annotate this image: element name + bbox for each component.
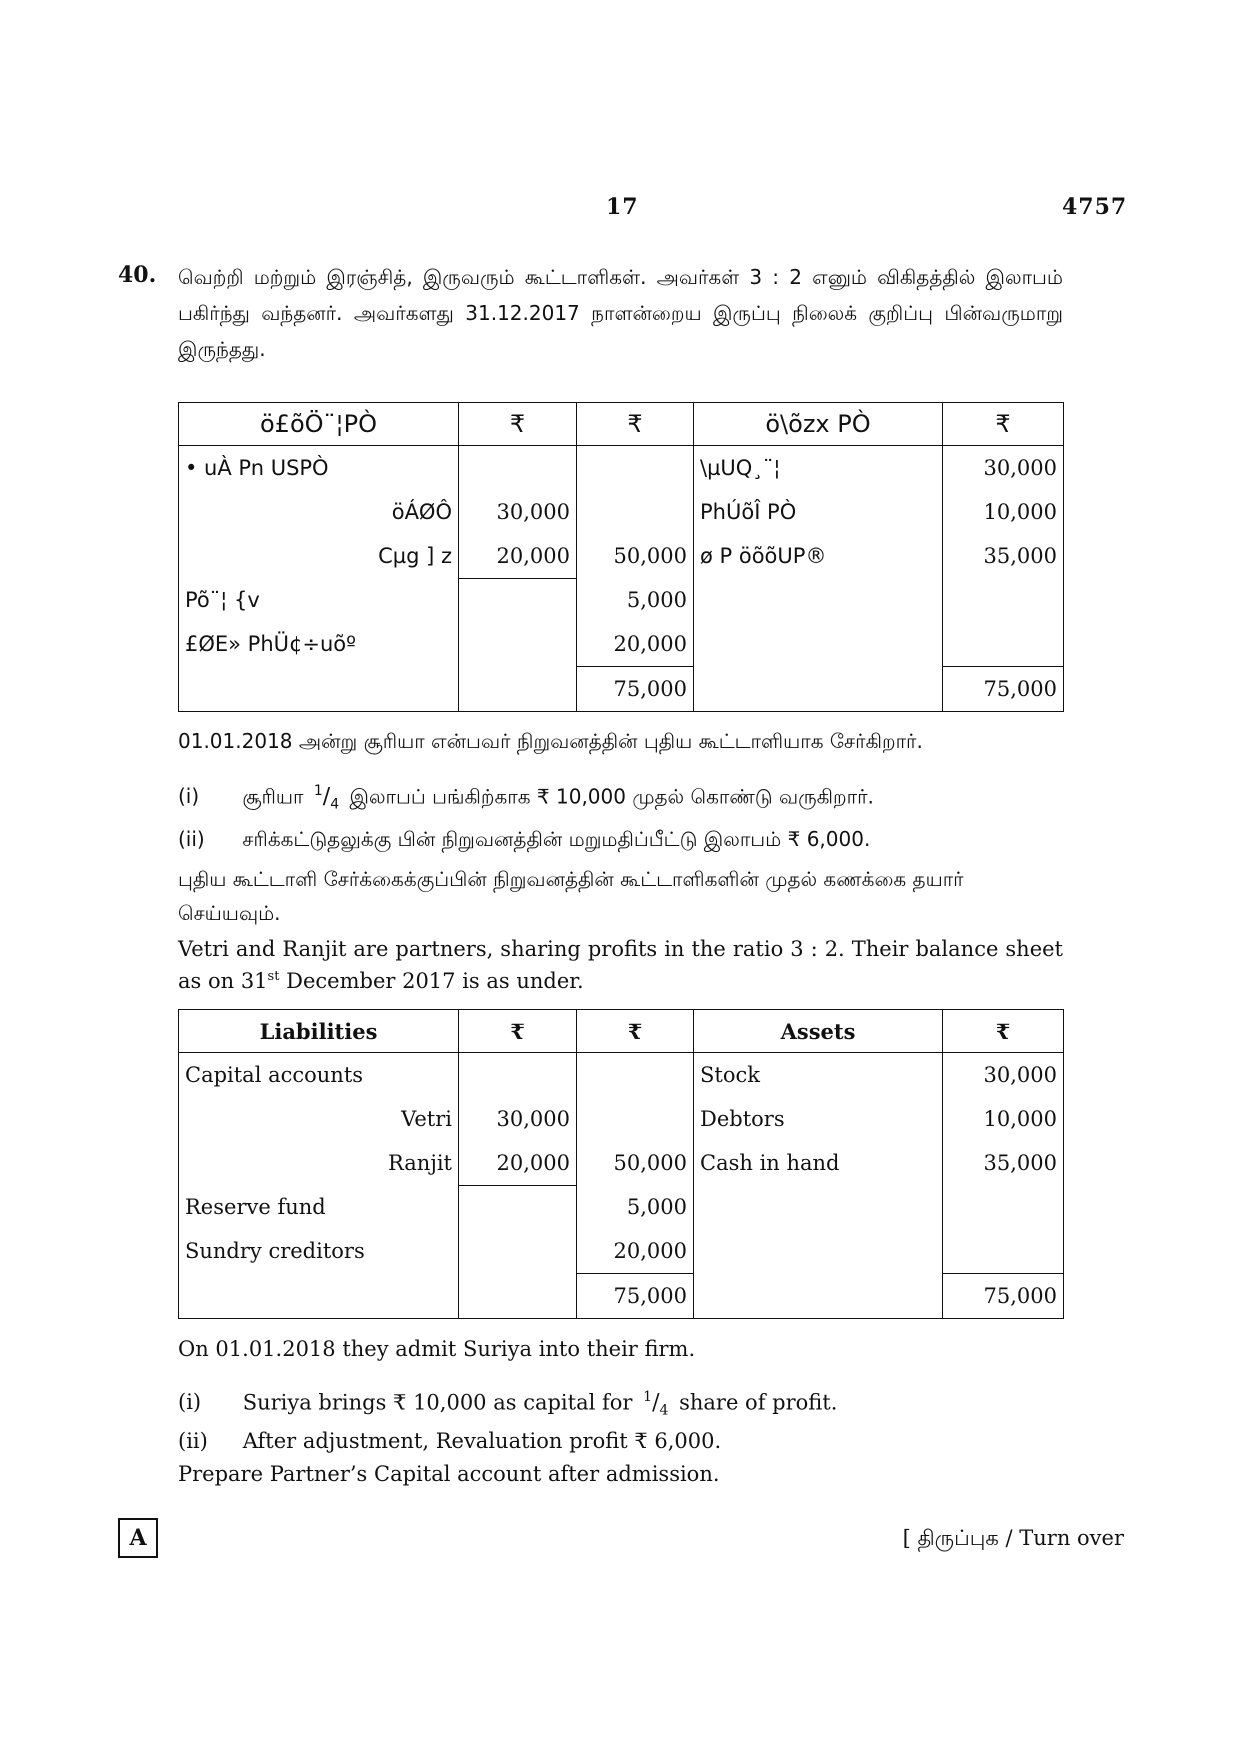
header-liabilities: ö£õÖ¨¦PÒ — [179, 403, 459, 446]
cash-amount: 35,000 — [983, 544, 1057, 568]
debtors-label: PhÚõÎ PÒ — [700, 500, 797, 524]
header-liabilities: Liabilities — [179, 1010, 459, 1053]
sundry-creditors-amount: 20,000 — [613, 632, 687, 656]
partner-1-amount: 30,000 — [496, 500, 570, 524]
fraction-denominator: 4 — [330, 796, 340, 813]
partner-1-label: öÁØÔ — [391, 500, 452, 524]
page-header — [0, 194, 1240, 224]
sundry-creditors-label: Sundry creditors — [185, 1239, 365, 1263]
item-i-english — [178, 1380, 1063, 1428]
reserve-fund-label: Reserve fund — [185, 1195, 326, 1219]
fraction-numerator: 1 — [643, 1389, 653, 1405]
header-assets: ö\õzx PÒ — [694, 403, 943, 446]
cash-label: Cash in hand — [700, 1151, 840, 1175]
section-badge: A — [118, 1518, 158, 1558]
assets-total: 75,000 — [943, 666, 1063, 711]
cash-label: ø P öõõUP® — [700, 544, 827, 568]
intro-text: Vetri and Ranjit are partners, sharing profits in the ratio 3 : 2. Their balance sheet as on 31 — [178, 937, 1063, 993]
partner-2-label: Cµg ] z — [378, 544, 452, 568]
balance-sheet-english — [178, 1009, 1064, 1319]
header-rupee: ₹ — [577, 403, 694, 446]
fraction-one-quarter: $^1/_4$ — [313, 783, 340, 813]
reserve-fund-label: Põ¨¦ {v — [185, 588, 260, 612]
balance-sheet-tamil — [178, 402, 1064, 712]
fraction-denominator: 4 — [659, 1402, 669, 1419]
fraction-one-quarter: $^1/_4$ — [643, 1389, 669, 1419]
instruction-tamil: புதிய கூட்டாளி சேர்க்கைக்குப்பின் நிறுவனத்தின் கூட்டாளிகளின் முதல் கணக்கை தயார் செய்யவும். — [178, 867, 964, 925]
cash-amount: 35,000 — [983, 1151, 1057, 1175]
partner-2-amount: 20,000 — [459, 534, 576, 579]
intro-superscript: st — [267, 969, 280, 984]
item-i-text-pre: Suriya brings ₹ 10,000 as capital for — [242, 1390, 633, 1415]
reserve-fund-amount: 5,000 — [626, 588, 687, 612]
stock-label: \µUQ¸¨¦ — [700, 456, 781, 480]
page-number: 17 — [606, 194, 639, 220]
item-ii-english — [178, 1424, 1063, 1458]
item-ii-tamil — [178, 822, 1063, 856]
debtors-amount: 10,000 — [983, 500, 1057, 524]
header-rupee: ₹ — [943, 1010, 1064, 1053]
admission-note-english: On 01.01.2018 they admit Suriya into their firm. — [178, 1337, 696, 1361]
intro-text-end: December 2017 is as under. — [279, 969, 584, 993]
capital-accounts-label: Capital accounts — [185, 1063, 364, 1087]
liabilities-total: 75,000 — [577, 666, 693, 711]
sundry-creditors-label: £ØE» PhÜ¢÷uõº — [185, 632, 357, 656]
question-intro-tamil: வெற்றி மற்றும் இரஞ்சித், இருவரும் கூட்டாளிகள். அவர்கள் 3 : 2 எனும் விகிதத்தில் இலாபம் பகிர்ந்து வந்தனர். அவர்களது 31.12.2017 நாளன்றைய இருப்பு நிலைக் குறிப்பு பின்வருமாறு இருந்தது. — [178, 265, 1063, 361]
partner-1-label: Vetri — [401, 1107, 452, 1131]
reserve-fund-amount: 5,000 — [626, 1195, 687, 1219]
item-i-tamil — [178, 774, 1063, 822]
partner-1-amount: 30,000 — [496, 1107, 570, 1131]
partner-2-amount: 20,000 — [459, 1141, 576, 1186]
instruction-english: Prepare Partner’s Capital account after admission. — [178, 1462, 720, 1486]
debtors-label: Debtors — [700, 1107, 785, 1131]
item-ii-roman: (ii) — [178, 827, 205, 851]
assets-total: 75,000 — [943, 1273, 1063, 1318]
admission-note-tamil: 01.01.2018 அன்று சூரியா என்பவர் நிறுவனத்தின் புதிய கூட்டாளியாக சேர்கிறார். — [178, 729, 923, 753]
stock-amount: 30,000 — [983, 456, 1057, 480]
item-ii-text: After adjustment, Revaluation profit ₹ 6,000. — [242, 1429, 722, 1453]
stock-amount: 30,000 — [983, 1063, 1057, 1087]
capital-total: 50,000 — [613, 1151, 687, 1175]
stock-label: Stock — [700, 1063, 760, 1087]
paper-code: 4757 — [1062, 194, 1128, 220]
item-i-text-pre: சூரியா — [242, 784, 304, 809]
header-rupee: ₹ — [459, 403, 577, 446]
header-rupee: ₹ — [943, 403, 1064, 446]
turn-over-note: [ திருப்புக / Turn over — [902, 1526, 1124, 1550]
question-intro-english — [178, 935, 1063, 995]
header-assets: Assets — [694, 1010, 943, 1053]
item-i-text-post: share of profit. — [679, 1390, 838, 1415]
item-i-roman: (i) — [178, 1390, 202, 1415]
partner-2-label: Ranjit — [387, 1151, 452, 1175]
header-rupee: ₹ — [577, 1010, 694, 1053]
item-i-roman: (i) — [178, 784, 200, 809]
item-ii-roman: (ii) — [178, 1429, 208, 1453]
liabilities-total: 75,000 — [577, 1273, 693, 1318]
item-i-text-post: இலாபப் பங்கிற்காக ₹ 10,000 முதல் கொண்டு வருகிறார். — [349, 784, 874, 809]
question-number: 40. — [118, 262, 157, 288]
header-rupee: ₹ — [459, 1010, 577, 1053]
capital-total: 50,000 — [613, 544, 687, 568]
capital-accounts-label: • uÀ Pn USPÒ — [185, 456, 329, 480]
debtors-amount: 10,000 — [983, 1107, 1057, 1131]
item-ii-text: சரிக்கட்டுதலுக்கு பின் நிறுவனத்தின் மறுமதிப்பீட்டு இலாபம் ₹ 6,000. — [242, 827, 871, 851]
sundry-creditors-amount: 20,000 — [613, 1239, 687, 1263]
fraction-numerator: 1 — [313, 783, 323, 799]
